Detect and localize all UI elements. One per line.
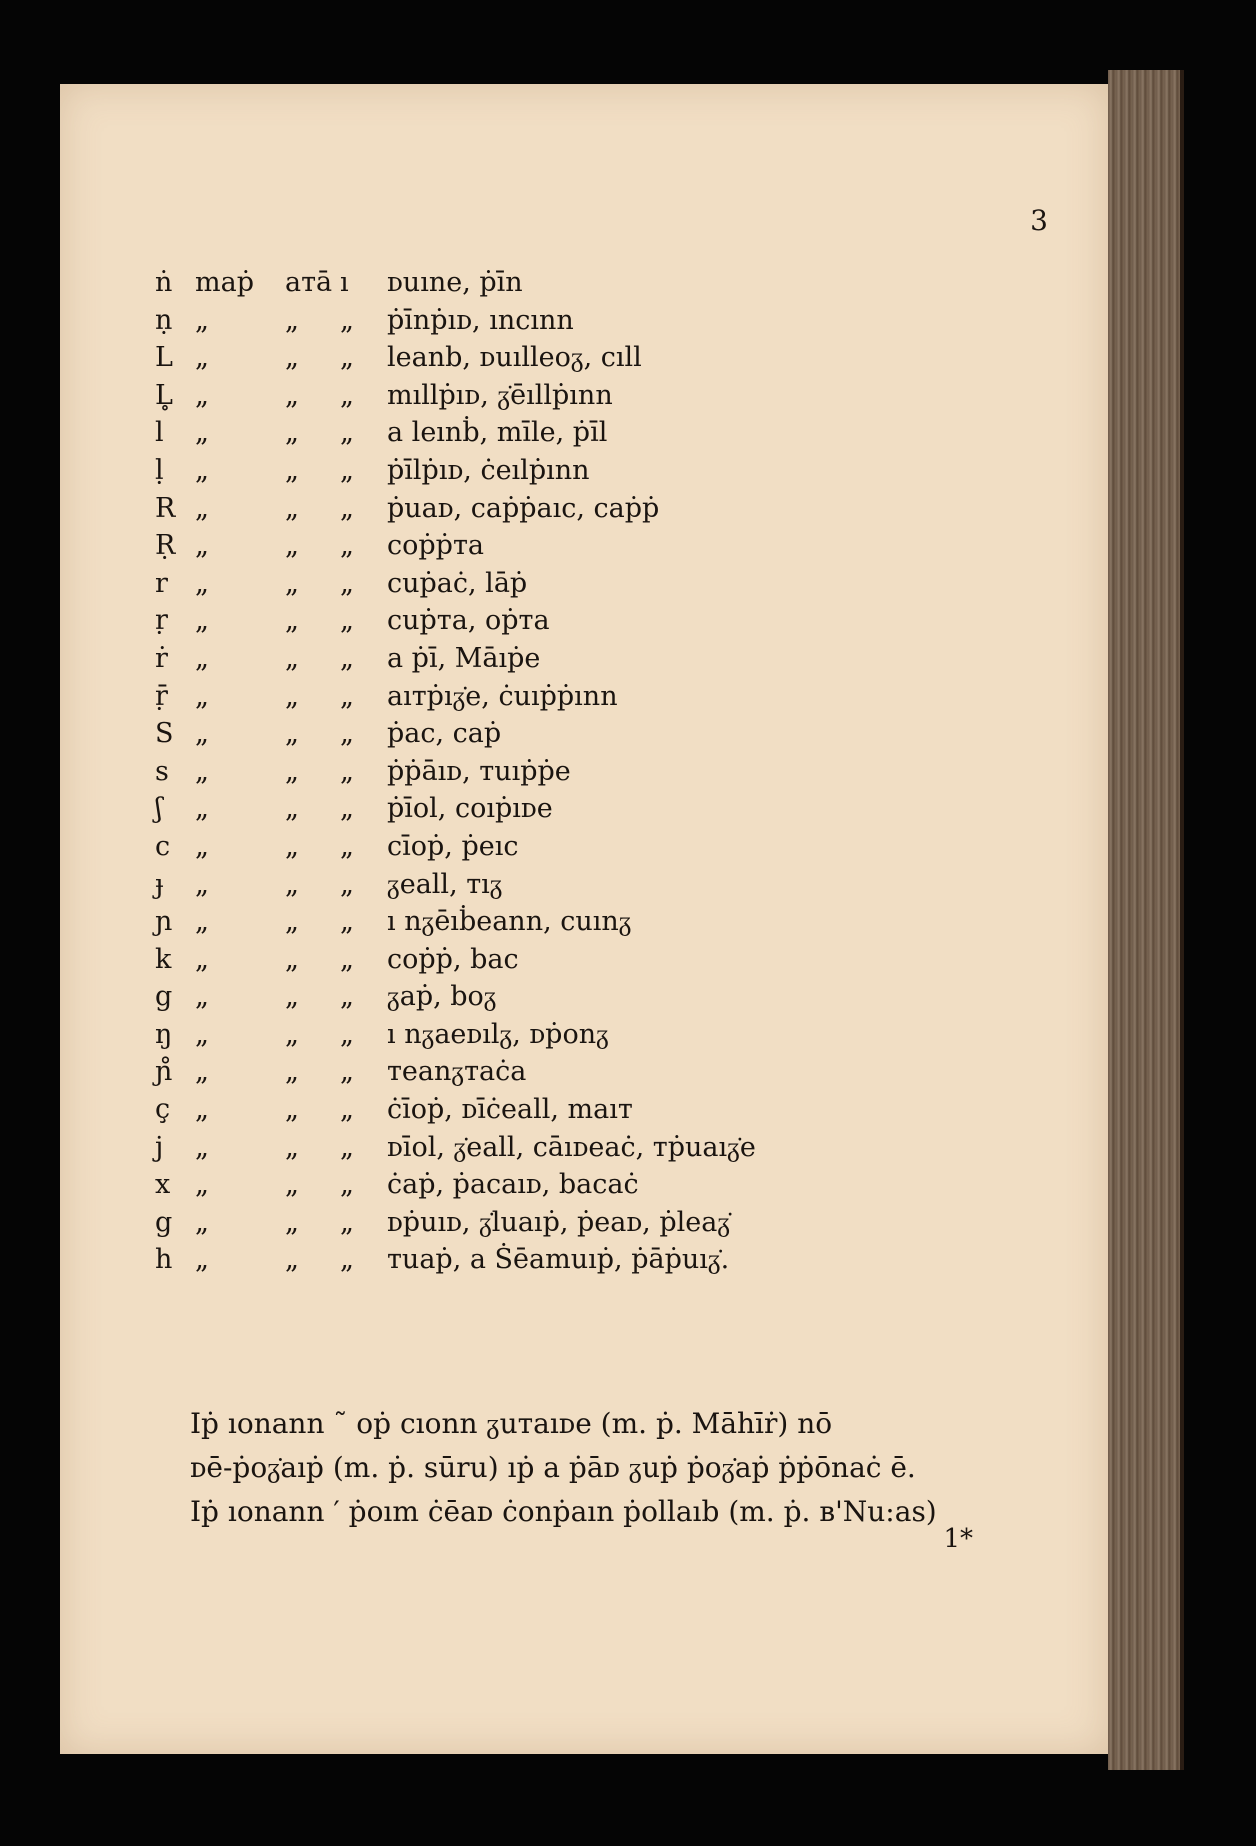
- phonetic-symbol: ʃ: [155, 793, 163, 825]
- col-maṗ: „: [195, 830, 209, 862]
- col-ata: aᴛā: [285, 267, 333, 298]
- example-words: ᵹeall, ᴛıᵹ: [387, 868, 503, 900]
- col-maṗ: „: [195, 718, 209, 750]
- col-maṗ: „: [195, 1206, 209, 1238]
- footer-line: ᴅē-ṗoᵹ̇aıṗ (m. ṗ. sūru) ıṗ a ṗāᴅ ᵹuṗ ṗoᵹ̇aṗ ṗṗōnaċ ē.: [190, 1451, 916, 1484]
- footer-line: Iṗ ıonann ′ ṗoım ċēaᴅ ċonṗaın ṗollaıb (m. ṗ. ʙ'Nu:as): [190, 1495, 937, 1528]
- phonetic-symbol: ṅ: [155, 267, 173, 298]
- col-i: „: [340, 642, 354, 674]
- col-ata: „: [285, 718, 299, 750]
- col-i: „: [340, 1244, 354, 1276]
- col-i: „: [340, 1018, 354, 1050]
- example-words: ᴅuıne, ṗīn: [387, 267, 523, 298]
- col-ata: „: [285, 417, 299, 449]
- col-maṗ: „: [195, 342, 209, 374]
- col-ata: „: [285, 1131, 299, 1163]
- example-words: ṗīlṗıᴅ, ċeılṗınn: [387, 454, 590, 486]
- example-words: coṗṗ, bac: [387, 943, 519, 975]
- col-i: „: [340, 755, 354, 787]
- example-words: ṗac, caṗ: [387, 718, 502, 750]
- col-maṗ: „: [195, 304, 209, 336]
- example-words: ṗṗāıᴅ, ᴛuıṗṗe: [387, 755, 571, 787]
- col-i: ı: [340, 267, 349, 298]
- example-words: a ṗī, Māıṗe: [387, 642, 541, 674]
- phonetic-symbol: ɟ: [155, 868, 164, 900]
- col-maṗ: „: [195, 1094, 209, 1126]
- example-words: ᴅīol, ᵹ̇eall, cāıᴅeaċ, ᴛṗuaıᵹ̇e: [387, 1131, 756, 1163]
- example-words: leanb, ᴅuılleoᵹ, cıll: [387, 342, 642, 374]
- phonetic-symbol: ç: [155, 1094, 171, 1126]
- col-i: „: [340, 680, 354, 712]
- book-page: [60, 84, 1108, 1754]
- example-words: cuṗaċ, lāṗ: [387, 567, 528, 599]
- phonetic-symbol: ŋ: [155, 1018, 173, 1050]
- col-ata: „: [285, 1056, 299, 1088]
- col-i: „: [340, 605, 354, 637]
- col-i: „: [340, 417, 354, 449]
- col-i: „: [340, 793, 354, 825]
- col-ata: „: [285, 680, 299, 712]
- col-maṗ: „: [195, 981, 209, 1013]
- example-words: ṗīol, coıṗıᴅe: [387, 793, 553, 825]
- col-i: „: [340, 981, 354, 1013]
- phonetic-symbol: R: [155, 492, 176, 524]
- col-ata: „: [285, 981, 299, 1013]
- col-maṗ: „: [195, 492, 209, 524]
- phonetic-symbol: l: [155, 417, 164, 449]
- col-i: „: [340, 1056, 354, 1088]
- col-ata: „: [285, 1244, 299, 1276]
- example-words: ċīoṗ, ᴅīċeall, maıᴛ: [387, 1094, 633, 1126]
- col-ata: „: [285, 868, 299, 900]
- col-i: „: [340, 1094, 354, 1126]
- phonetic-symbol: Ṛ: [155, 530, 176, 562]
- example-words: ṗuaᴅ, caṗṗaıc, caṗṗ: [387, 492, 660, 524]
- col-maṗ: „: [195, 1131, 209, 1163]
- footer-line: Iṗ ıonann ˜ oṗ cıonn ᵹuᴛaıᴅe (m. ṗ. Māhīṙ) nō: [190, 1407, 833, 1440]
- col-maṗ: „: [195, 1056, 209, 1088]
- page-number: 3: [1030, 204, 1048, 237]
- phonetic-symbol: ṙ: [155, 642, 168, 674]
- example-words: ı nᵹaeᴅılᵹ, ᴅṗonᵹ: [387, 1018, 609, 1050]
- col-i: „: [340, 567, 354, 599]
- col-ata: „: [285, 830, 299, 862]
- col-maṗ: „: [195, 379, 209, 411]
- col-ata: „: [285, 304, 299, 336]
- example-words: mıllṗıᴅ, ᵹ̇ēıllṗınn: [387, 379, 613, 411]
- example-words: ᴛuaṗ, a Ṡēamuıṗ, ṗāṗuıᵹ̇.: [387, 1244, 730, 1276]
- col-ata: „: [285, 492, 299, 524]
- col-ata: „: [285, 567, 299, 599]
- col-maṗ: maṗ: [195, 267, 254, 298]
- example-words: ċaṗ, ṗacaıᴅ, bacaċ: [387, 1169, 639, 1201]
- col-ata: „: [285, 605, 299, 637]
- col-ata: „: [285, 342, 299, 374]
- col-ata: „: [285, 755, 299, 787]
- example-words: cīoṗ, ṗeıc: [387, 830, 519, 862]
- book-page-edges: [1108, 70, 1184, 1770]
- example-words: ᴛeanᵹᴛaċa: [387, 1056, 527, 1088]
- footer-text: [190, 1402, 970, 1534]
- col-maṗ: „: [195, 1244, 209, 1276]
- example-words: aıᴛṗıᵹ̇e, ċuıṗṗınn: [387, 680, 618, 712]
- phonetic-symbol: ɲ: [155, 906, 173, 938]
- col-ata: „: [285, 1169, 299, 1201]
- col-i: „: [340, 304, 354, 336]
- phonetic-symbol: ɲ̊: [155, 1056, 173, 1088]
- col-ata: „: [285, 530, 299, 562]
- phonetic-symbol: h: [155, 1244, 173, 1276]
- phonetic-symbol: g: [155, 1206, 173, 1238]
- col-ata: „: [285, 642, 299, 674]
- phonetic-symbol: ṛ: [155, 605, 168, 637]
- col-i: „: [340, 454, 354, 486]
- col-ata: „: [285, 943, 299, 975]
- col-maṗ: „: [195, 605, 209, 637]
- col-ata: „: [285, 1206, 299, 1238]
- col-ata: „: [285, 1094, 299, 1126]
- col-i: „: [340, 492, 354, 524]
- phonetic-symbol: S: [155, 718, 174, 750]
- col-maṗ: „: [195, 793, 209, 825]
- col-i: „: [340, 1169, 354, 1201]
- col-ata: „: [285, 379, 299, 411]
- col-maṗ: „: [195, 755, 209, 787]
- col-maṗ: „: [195, 906, 209, 938]
- phonetic-symbol: s: [155, 755, 169, 787]
- col-maṗ: „: [195, 868, 209, 900]
- col-ata: „: [285, 906, 299, 938]
- col-maṗ: „: [195, 943, 209, 975]
- col-maṗ: „: [195, 567, 209, 599]
- phonetic-symbol: c: [155, 830, 171, 862]
- col-maṗ: „: [195, 1169, 209, 1201]
- signature-mark: 1*: [943, 1524, 973, 1554]
- phonetic-symbol: g: [155, 981, 173, 1013]
- col-i: „: [340, 1131, 354, 1163]
- col-maṗ: „: [195, 1018, 209, 1050]
- example-words: ᵹaṗ, boᵹ: [387, 981, 497, 1013]
- col-ata: „: [285, 1018, 299, 1050]
- col-i: „: [340, 379, 354, 411]
- col-i: „: [340, 718, 354, 750]
- phonetic-symbol: x: [155, 1169, 171, 1201]
- phonetic-symbol: ṇ: [155, 304, 173, 336]
- phonetic-symbol: L̥: [155, 379, 173, 411]
- col-maṗ: „: [195, 454, 209, 486]
- col-maṗ: „: [195, 642, 209, 674]
- col-ata: „: [285, 454, 299, 486]
- col-maṗ: „: [195, 530, 209, 562]
- col-ata: „: [285, 793, 299, 825]
- example-words: a leınḃ, mīle, ṗīl: [387, 417, 608, 449]
- example-words: ᴅṗuıᴅ, ᵹ̇luaıṗ, ṗeaᴅ, ṗleaᵹ̇: [387, 1206, 731, 1238]
- col-i: „: [340, 906, 354, 938]
- col-i: „: [340, 1206, 354, 1238]
- col-i: „: [340, 342, 354, 374]
- col-maṗ: „: [195, 417, 209, 449]
- example-words: ı nᵹēıḃeann, cuınᵹ: [387, 906, 632, 938]
- col-maṗ: „: [195, 680, 209, 712]
- phonetic-symbol: ḷ: [155, 454, 164, 486]
- phonetic-symbol: j: [155, 1131, 164, 1163]
- col-i: „: [340, 868, 354, 900]
- example-words: cuṗᴛa, oṗᴛa: [387, 605, 550, 637]
- col-i: „: [340, 943, 354, 975]
- phonetic-symbol: ṝ: [155, 680, 168, 712]
- phonetic-symbol: k: [155, 943, 172, 975]
- phonetic-symbol: r: [155, 567, 168, 599]
- example-words: coṗṗᴛa: [387, 530, 484, 562]
- col-i: „: [340, 830, 354, 862]
- phonetic-symbol: L: [155, 342, 173, 374]
- col-i: „: [340, 530, 354, 562]
- example-words: ṗīnṗıᴅ, ıncınn: [387, 304, 574, 336]
